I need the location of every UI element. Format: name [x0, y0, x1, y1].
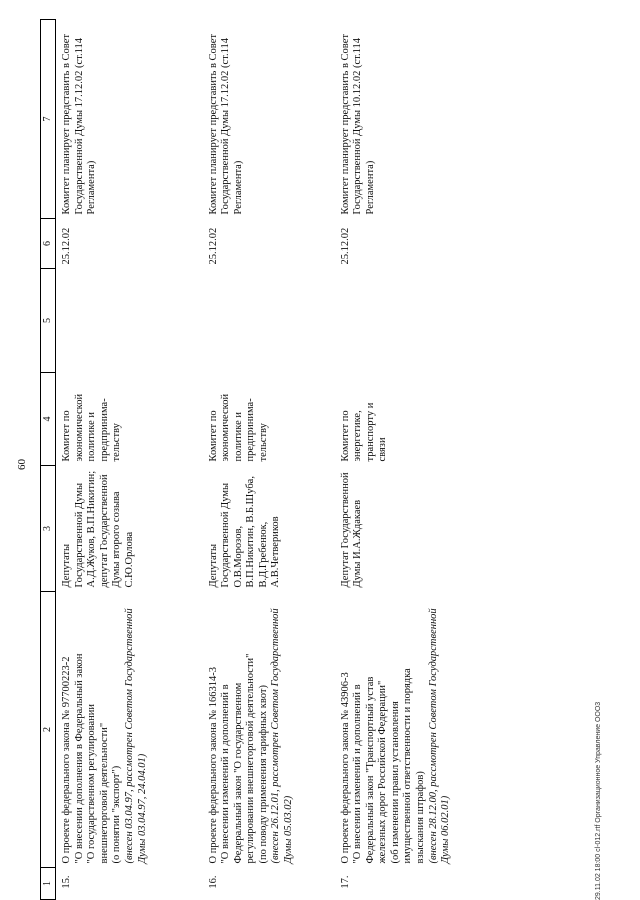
- responsible-committee: Комитет по экономической политике и предпринима- тельству: [207, 393, 269, 462]
- bill-description: [336, 592, 486, 868]
- header-col-7: 7: [41, 20, 56, 219]
- bill-line: имущественной ответственности и порядка: [402, 668, 414, 864]
- row-number: 17.: [339, 875, 351, 889]
- bill-line: взыскания штрафов): [415, 771, 427, 864]
- bill-line: "О внесении изменений и дополнений в: [352, 684, 364, 864]
- bill-line: "О внесении изменений и дополнений в: [220, 684, 232, 864]
- col5-cell: [204, 269, 336, 373]
- bill-line: (о понятии "экспорт"): [111, 765, 123, 864]
- bill-line: (об изменении правил установления: [389, 701, 401, 864]
- page-number: 60: [16, 459, 28, 470]
- col5-cell: [56, 269, 204, 373]
- bill-line: (по поводу применения тарифных квот): [257, 685, 269, 864]
- rotated-page: [16, 20, 602, 900]
- bill-line: Федеральный закон "Транспортный устав: [364, 676, 376, 864]
- bill-line: Федеральный закон "О государственном: [232, 682, 244, 864]
- page-footer: 29.11.02 18:00 cl-012.rtf Организационное Управление ООО3: [595, 701, 602, 900]
- bill-date: 25.12.02: [207, 227, 219, 265]
- bill-line: внешнеторговой деятельности": [98, 722, 110, 864]
- header-col-6: 6: [41, 219, 56, 269]
- header-row: [41, 20, 56, 900]
- bill-status: Комитет планирует представить в Совет Государственной Думы 17.12.02 (ст.114 Регламента): [207, 34, 244, 215]
- bill-note: (внесен 26.12.01, рассмотрен Советом Государственной Думы 05.03.02): [270, 608, 295, 864]
- responsible-committee: Комитет по экономической политике и предпринима- тельству: [61, 393, 123, 462]
- bill-status: Комитет планирует представить в Совет Государственной Думы 10.12.02 (ст.114 Регламента): [339, 34, 376, 215]
- col5-cell: [336, 269, 486, 373]
- bill-author: Депутат Государственной Думы И.А.Ждакаев: [339, 472, 364, 588]
- bill-date: 25.12.02: [61, 227, 72, 265]
- responsible-committee: Комитет по энергетике, транспорту и связи: [339, 402, 389, 462]
- bill-title: О проекте федерального закона № 97700223-2: [61, 656, 72, 864]
- bill-title: О проекте федерального закона № 166314-3: [207, 666, 219, 864]
- header-col-2: 2: [41, 592, 56, 868]
- bill-status: Комитет планирует представить в Совет Государственной Думы 17.12.02 (ст.114 Регламента): [61, 34, 98, 215]
- table-row: [204, 20, 336, 900]
- row-number: 15.: [61, 875, 72, 889]
- bill-note: (внесен 03.04.97, рассмотрен Советом Государственной Думы 03.04.97, 24.04.01): [123, 608, 148, 864]
- table-row: [336, 20, 486, 900]
- header-col-4: 4: [41, 373, 56, 466]
- bill-date: 25.12.02: [339, 227, 351, 265]
- bill-description: [56, 592, 204, 868]
- row-number: 16.: [207, 875, 219, 889]
- table-row: [56, 20, 204, 900]
- bill-line: регулировании внешнеторговой деятельности": [245, 653, 257, 864]
- bill-description: [204, 592, 336, 868]
- bill-note: (внесен 28.12.00, рассмотрен Советом Государственной Думы 06.02.01): [427, 608, 452, 864]
- bill-line: железных дорог Российской Федерации": [377, 680, 389, 864]
- header-col-3: 3: [41, 466, 56, 592]
- header-col-1: 1: [41, 868, 56, 900]
- bill-title: О проекте федерального закона № 43906-3: [339, 672, 351, 864]
- bills-table: [40, 19, 486, 900]
- bill-line: "О государственном регулировании: [86, 704, 98, 864]
- bill-author: Депутаты Государственной Думы А.Д.Жуков, В.П.Никитин; депутат Государственной Думы второго созыва С.Ю.Орлова: [61, 470, 135, 588]
- bill-author: Депутаты Государственной Думы О.В.Морозов, В.П.Никитин, В.Б.Шуба, В.Д.Гребенюк, А.В.Четвериков: [207, 476, 282, 588]
- bill-line: "О внесении дополнения в Федеральный закон: [73, 653, 85, 864]
- header-col-5: 5: [41, 269, 56, 373]
